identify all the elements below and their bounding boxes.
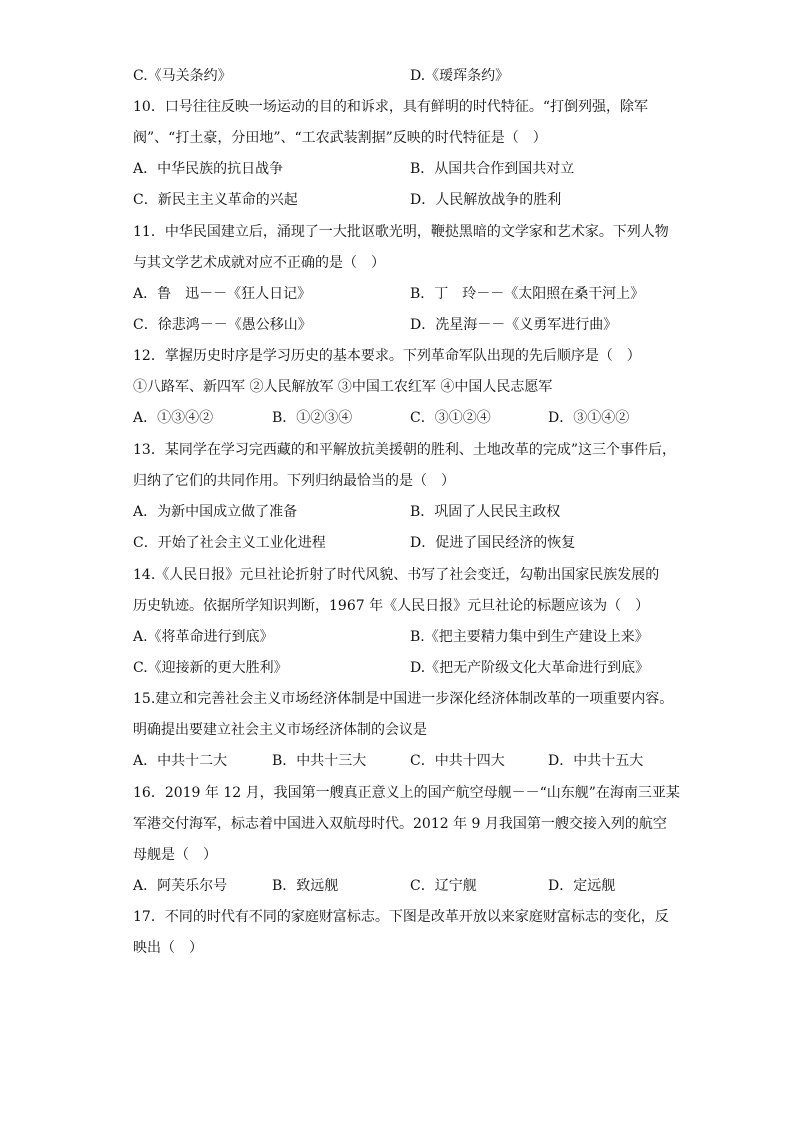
question-14-stem-line-2: 历史轨迹。依据所学知识判断，1967 年《人民日报》元旦社论的标题应该为（ ）	[133, 598, 650, 614]
question-10-option-b: B．从国共合作到国共对立	[410, 161, 575, 177]
question-15-option-a: A．中共十二大	[133, 753, 228, 769]
question-16-stem-line-3: 母舰是（ ）	[133, 847, 217, 863]
question-12-stem-line-1: 12．掌握历史时序是学习历史的基本要求。下列革命军队出现的先后顺序是（ ）	[133, 348, 641, 364]
question-16-stem-line-1: 16．2019 年 12 月，我国第一艘真正意义上的国产航空母舰－－“山东舰”在海南三亚某	[133, 785, 680, 801]
question-15-stem-line-1: 15.建立和完善社会主义市场经济体制是中国进一步深化经济体制改革的一项重要内容。	[133, 691, 674, 707]
question-16-option-a: A．阿芙乐尔号	[133, 878, 228, 894]
question-14-option-d: D.《把无产阶级文化大革命进行到底》	[410, 660, 650, 676]
question-13-option-d: D．促进了国民经济的恢复	[410, 535, 576, 551]
question-14-stem-line-1: 14.《人民日报》元旦社论折射了时代风貌、书写了社会变迁，勾勒出国家民族发展的	[133, 567, 660, 583]
question-14-option-c: C.《迎接新的更大胜利》	[133, 660, 288, 676]
question-10-option-c: C．新民主主义革命的兴起	[133, 192, 298, 208]
question-15-option-b: B．中共十三大	[272, 753, 367, 769]
question-11-option-d: D．冼星海－－《义勇军进行曲》	[410, 317, 618, 333]
question-11-stem-line-1: 11．中华民国建立后，涌现了一大批讴歌光明，鞭挞黑暗的文学家和艺术家。下列人物	[133, 224, 669, 240]
option-c: C.《马关条约》	[133, 68, 232, 84]
question-10-option-a: A．中华民族的抗日战争	[133, 161, 284, 177]
question-12-option-a: A．①③④②	[133, 410, 214, 426]
question-15-option-d: D．中共十五大	[548, 753, 644, 769]
question-14-option-a: A.《将革命进行到底》	[133, 629, 274, 645]
question-16-option-d: D．定远舰	[548, 878, 616, 894]
question-13-option-c: C．开始了社会主义工业化进程	[133, 535, 326, 551]
question-10-stem-line-1: 10．口号往往反映一场运动的目的和诉求，具有鲜明的时代特征。“打倒列强，除军	[133, 99, 648, 115]
option-d: D.《瑷珲条约》	[410, 68, 510, 84]
question-17-stem-line-2: 映出（ ）	[133, 940, 203, 956]
question-12-stem-line-2: ①八路军、新四军 ②人民解放军 ③中国工农红军 ④中国人民志愿军	[133, 379, 553, 395]
question-13-option-b: B．巩固了人民民主政权	[410, 504, 561, 520]
question-12-option-c: C．③①②④	[410, 410, 491, 426]
question-12-option-b: B．①②③④	[272, 410, 353, 426]
question-16-option-c: C．辽宁舰	[410, 878, 477, 894]
question-15-option-c: C．中共十四大	[410, 753, 505, 769]
question-16-option-b: B．致远舰	[272, 878, 339, 894]
question-11-option-b: B．丁 玲－－《太阳照在桑干河上》	[410, 286, 645, 302]
question-14-option-b: B.《把主要精力集中到生产建设上来》	[410, 629, 649, 645]
question-12-option-d: D．③①④②	[548, 410, 630, 426]
question-13-stem-line-2: 归纳了它们的共同作用。下列归纳最恰当的是（ ）	[133, 473, 455, 489]
question-10-option-d: D．人民解放战争的胜利	[410, 192, 562, 208]
question-15-stem-line-2: 明确提出要建立社会主义市场经济体制的会议是	[133, 722, 427, 738]
question-10-stem-line-2: 阀”、“打土豪，分田地”、“工农武装割据”反映的时代特征是（ ）	[133, 130, 547, 146]
question-13-stem-line-1: 13．某同学在学习完西藏的和平解放抗美援朝的胜利、土地改革的完成”这三个事件后，	[133, 442, 676, 458]
question-11-option-a: A．鲁 迅－－《狂人日记》	[133, 286, 312, 302]
question-13-option-a: A．为新中国成立做了准备	[133, 504, 298, 520]
question-11-stem-line-2: 与其文学艺术成就对应不正确的是（ ）	[133, 255, 385, 271]
question-17-stem-line-1: 17．不同的时代有不同的家庭财富标志。下图是改革开放以来家庭财富标志的变化，反	[133, 909, 669, 925]
question-11-option-c: C．徐悲鸿－－《愚公移山》	[133, 317, 312, 333]
question-16-stem-line-2: 军港交付海军，标志着中国进入双航母时代。2012 年 9 月我国第一艘交接入列的航空	[133, 816, 667, 832]
